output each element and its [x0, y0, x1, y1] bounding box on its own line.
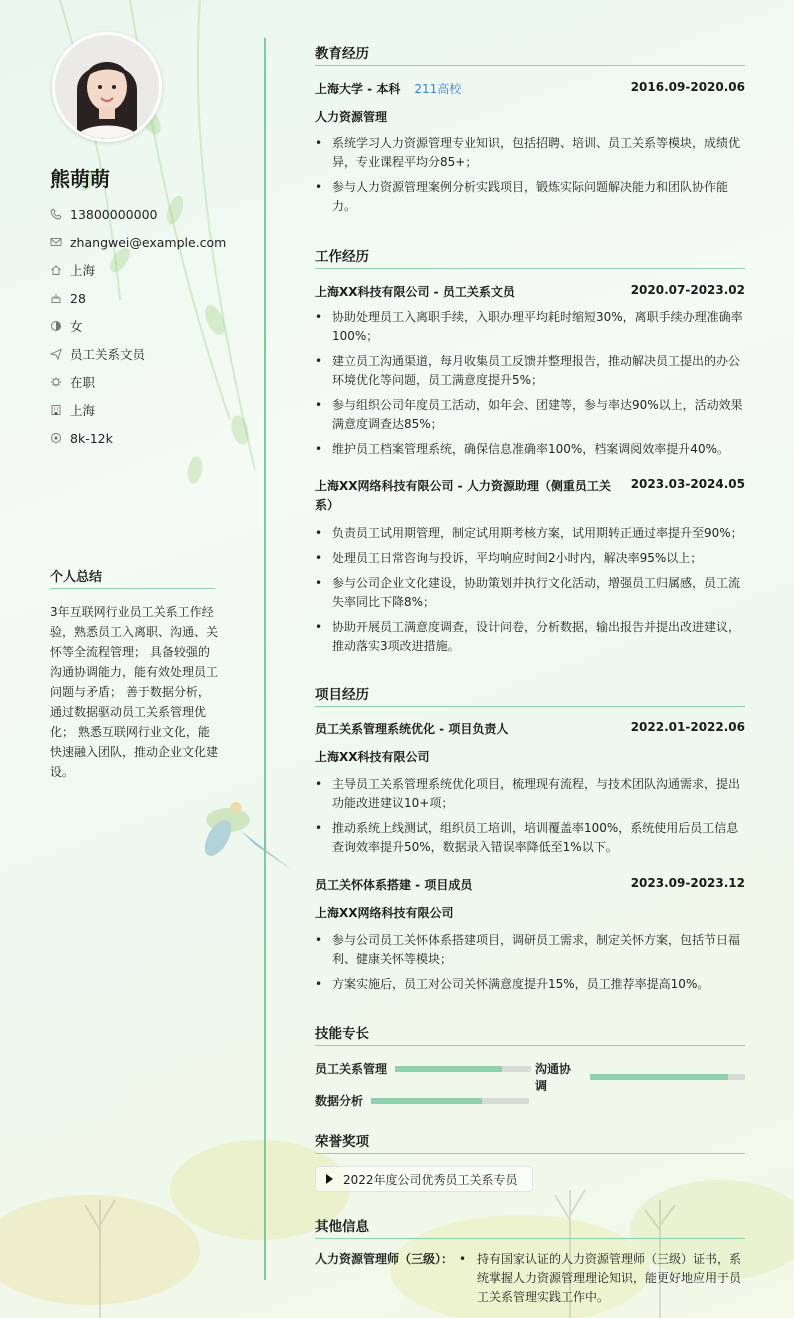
info-age [50, 284, 250, 312]
email-text: zhangwei@example.com [70, 234, 227, 250]
other-info-row [315, 1250, 745, 1307]
status-text: 在职 [70, 375, 96, 390]
skill-bar-fill [590, 1074, 728, 1080]
avatar [52, 32, 162, 142]
summary-heading: 个人总结 [50, 566, 215, 589]
salary-icon [50, 432, 62, 444]
info-city [50, 256, 250, 284]
home-icon [50, 264, 62, 276]
skill-bar-fill [371, 1098, 482, 1104]
education-tag: 211高校 [414, 82, 462, 96]
list-item: • 处理员工日常咨询与投诉，平均响应时间2小时内，解决率95%以上； [315, 549, 745, 568]
projects-heading: 项目经历 [315, 683, 745, 707]
list-item: • 参与公司员工关怀体系搭建项目，调研员工需求，制定关怀方案，包括节日福利、健康关怀等模块； [315, 931, 745, 969]
education-row [315, 80, 745, 97]
list-item: • 建立员工沟通渠道，每月收集员工反馈并整理报告，推动解决员工提出的办公环境优化等问题，员工满意度提升5%； [315, 352, 745, 390]
gender-icon [50, 320, 62, 332]
job-2-date: 2023.03-2024.05 [630, 477, 745, 491]
job-1-date: 2020.07-2023.02 [630, 283, 745, 297]
send-icon [50, 348, 62, 360]
skill-name: 员工关系管理 [315, 1062, 388, 1076]
job-1-row [315, 283, 745, 300]
project-2-row [315, 876, 745, 893]
age-text: 28 [70, 290, 86, 306]
info-salary [50, 424, 250, 452]
skill-bar-fill [395, 1066, 502, 1072]
info-phone [50, 200, 250, 228]
left-column [0, 0, 264, 1318]
list-item: • 参与人力资源管理案例分析实践项目，锻炼实际问题解决能力和团队协作能力。 [315, 178, 745, 216]
cake-icon [50, 292, 62, 304]
job-2-bullets [315, 524, 745, 662]
salary-text: 8k-12k [70, 430, 113, 446]
column-divider [264, 38, 266, 1280]
project-2-title: 员工关怀体系搭建 - 项目成员 [315, 878, 473, 892]
skill-item [535, 1060, 745, 1094]
work-heading: 工作经历 [315, 245, 745, 269]
avatar-portrait-icon [55, 35, 159, 139]
summary-text: 3年互联网行业员工关系工作经验，熟悉员工入离职、沟通、关怀等全流程管理； 具备较强的沟通协调能力，能有效处理员工问题与矛盾； 善于数据分析，通过数据驱动员工关系管理优化； 熟悉互联网行业文化，能快速融入团队，推动企业文化建设。 [50, 605, 219, 779]
education-bullets [315, 134, 745, 222]
award-item[interactable] [315, 1166, 533, 1192]
info-status [50, 368, 250, 396]
education-school: 上海大学 - 本科 [315, 82, 401, 96]
project-1-title: 员工关系管理系统优化 - 项目负责人 [315, 722, 509, 736]
info-work-city [50, 396, 250, 424]
education-school-wrap [315, 80, 461, 97]
contact-info-list [50, 200, 250, 452]
list-item: • 推动系统上线测试，组织员工培训，培训覆盖率100%，系统使用后员工信息查询效率提升50%，数据录入错误率降低至1%以下。 [315, 819, 745, 857]
project-1-date: 2022.01-2022.06 [630, 720, 745, 734]
info-email [50, 228, 250, 256]
position-text: 员工关系文员 [70, 347, 146, 362]
info-position [50, 340, 250, 368]
list-item: • 系统学习人力资源管理专业知识，包括招聘、培训、员工关系等模块，成绩优异，专业课程平均分85+； [315, 134, 745, 172]
skill-name: 数据分析 [315, 1094, 364, 1108]
candidate-name: 熊萌萌 [50, 167, 110, 191]
education-heading: 教育经历 [315, 42, 745, 66]
gender-text: 女 [70, 319, 83, 334]
award-text: 2022年度公司优秀员工关系专员 [343, 1172, 518, 1187]
mail-icon [50, 236, 62, 248]
status-icon [50, 376, 62, 388]
job-1-title: 上海XX科技有限公司 - 员工关系文员 [315, 285, 515, 299]
other-heading: 其他信息 [315, 1215, 745, 1239]
list-item: • 方案实施后，员工对公司关怀满意度提升15%，员工推荐率提高10%。 [315, 975, 745, 994]
phone-icon [50, 208, 62, 220]
job-1-bullets [315, 308, 745, 465]
building-icon [50, 404, 62, 416]
list-item: • 协助处理员工入离职手续，入职办理平均耗时缩短30%，离职手续办理准确率100%； [315, 308, 745, 346]
list-item: • 维护员工档案管理系统，确保信息准确率100%，档案调阅效率提升40%。 [315, 440, 745, 459]
phone-text: 13800000000 [70, 206, 158, 222]
play-icon [326, 1174, 333, 1184]
other-label: 人力资源管理师（三级）： [315, 1252, 454, 1266]
education-major: 人力资源管理 [315, 110, 388, 124]
info-gender [50, 312, 250, 340]
skill-item [315, 1092, 529, 1109]
list-item: • 协助开展员工满意度调查，设计问卷，分析数据，输出报告并提出改进建议，推动落实3项改进措施。 [315, 618, 745, 656]
list-item: • 参与公司企业文化建设，协助策划并执行文化活动，增强员工归属感，员工流失率同比下降8%； [315, 574, 745, 612]
job-2-title: 上海XX网络科技有限公司 - 人力资源助理（侧重员工关系） [315, 479, 611, 512]
list-item: • 主导员工关系管理系统优化项目，梳理现有流程，与技术团队沟通需求，提出功能改进建议10+项； [315, 775, 745, 813]
project-1-row [315, 720, 745, 737]
awards-heading: 荣誉奖项 [315, 1130, 745, 1154]
list-item: • 参与组织公司年度员工活动，如年会、团建等，参与率达90%以上，活动效果满意度调查达85%； [315, 396, 745, 434]
project-2-date: 2023.09-2023.12 [630, 876, 745, 890]
skill-bar [371, 1098, 529, 1104]
skill-item [315, 1060, 531, 1077]
project-2-bullets [315, 931, 745, 1000]
education-date: 2016.09-2020.06 [630, 80, 745, 94]
city-text: 上海 [70, 263, 96, 278]
project-1-bullets [315, 775, 745, 863]
project-1-company: 上海XX科技有限公司 [315, 750, 430, 764]
skill-name: 沟通协调 [535, 1062, 572, 1093]
other-text: • 持有国家认证的人力资源管理师（三级）证书，系统掌握人力资源管理理论知识，能更好地应用于员工关系管理实践工作中。 [453, 1250, 745, 1307]
job-2-row [315, 477, 745, 515]
list-item: • 负责员工试用期管理，制定试用期考核方案，试用期转正通过率提升至90%； [315, 524, 745, 543]
work-city-text: 上海 [70, 403, 96, 418]
skill-bar [395, 1066, 531, 1072]
skill-bar [590, 1074, 745, 1080]
project-2-company: 上海XX网络科技有限公司 [315, 906, 454, 920]
skills-heading: 技能专长 [315, 1022, 745, 1046]
